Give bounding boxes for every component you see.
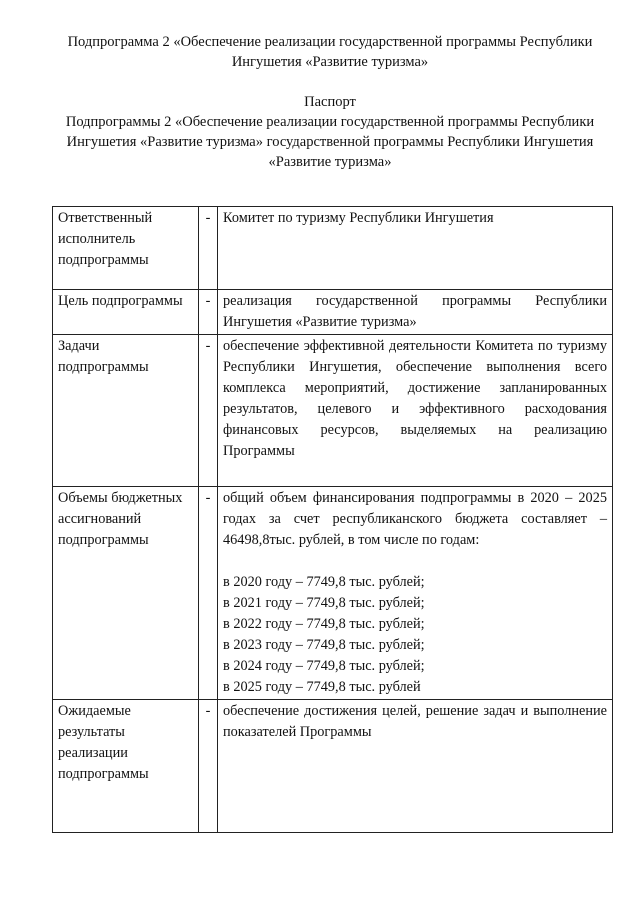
row-value-budget	[218, 487, 613, 700]
passport-heading: Паспорт	[304, 94, 356, 110]
row-value-tasks: обеспечение эффективной деятельности Комитета по туризму Республики Ингушетия, обеспечение выполнения всего комплекса мероприятий, достижение запланированных результатов, целевого и эффективного расходования финансовых ресурсов, выделяемых на реализацию Программы	[218, 335, 613, 487]
row-value-responsible: Комитет по туризму Республики Ингушетия	[218, 207, 613, 290]
budget-intro: общий объем финансирования подпрограммы в 2020 – 2025 годах за счет республиканского бюджета составляет – 46498,8тыс. рублей, в том числе по годам:	[223, 490, 607, 548]
table-row	[53, 335, 613, 487]
budget-year-2023: в 2023 году – 7749,8 тыс. рублей;	[223, 637, 425, 653]
budget-year-2021: в 2021 году – 7749,8 тыс. рублей;	[223, 595, 425, 611]
row-value-results: обеспечение достижения целей, решение задач и выполнение показателей Программы	[218, 700, 613, 833]
table-row	[53, 207, 613, 290]
row-label-responsible: Ответственный исполнитель подпрограммы	[53, 207, 199, 290]
budget-year-2022: в 2022 году – 7749,8 тыс. рублей;	[223, 616, 425, 632]
row-dash: -	[199, 487, 218, 700]
table-row	[53, 700, 613, 833]
budget-year-2024: в 2024 году – 7749,8 тыс. рублей;	[223, 658, 425, 674]
row-label-tasks: Задачи подпрограммы	[53, 335, 199, 487]
row-value-goal: реализация государственной программы Республики Ингушетия «Развитие туризма»	[218, 290, 613, 335]
budget-year-2025: в 2025 году – 7749,8 тыс. рублей	[223, 679, 421, 695]
row-label-results: Ожидаемые результаты реализации подпрограммы	[53, 700, 199, 833]
passport-heading-block	[40, 92, 620, 172]
row-dash: -	[199, 207, 218, 290]
row-dash: -	[199, 335, 218, 487]
row-label-budget: Объемы бюджетных ассигнований подпрограммы	[53, 487, 199, 700]
budget-year-2020: в 2020 году – 7749,8 тыс. рублей;	[223, 574, 425, 590]
passport-subtitle: Подпрограммы 2 «Обеспечение реализации государственной программы Республики Ингушетия «Развитие туризма» государственной программы Республики Ингушетия «Развитие туризма»	[65, 114, 595, 170]
row-dash: -	[199, 700, 218, 833]
subprogram-title: Подпрограмма 2 «Обеспечение реализации государственной программы Республики Ингушетия «Развитие туризма»	[67, 34, 593, 70]
table-row	[53, 487, 613, 700]
passport-table	[52, 206, 613, 833]
row-dash: -	[199, 290, 218, 335]
budget-spacer	[223, 551, 607, 572]
table-row	[53, 290, 613, 335]
row-label-goal: Цель подпрограммы	[53, 290, 199, 335]
